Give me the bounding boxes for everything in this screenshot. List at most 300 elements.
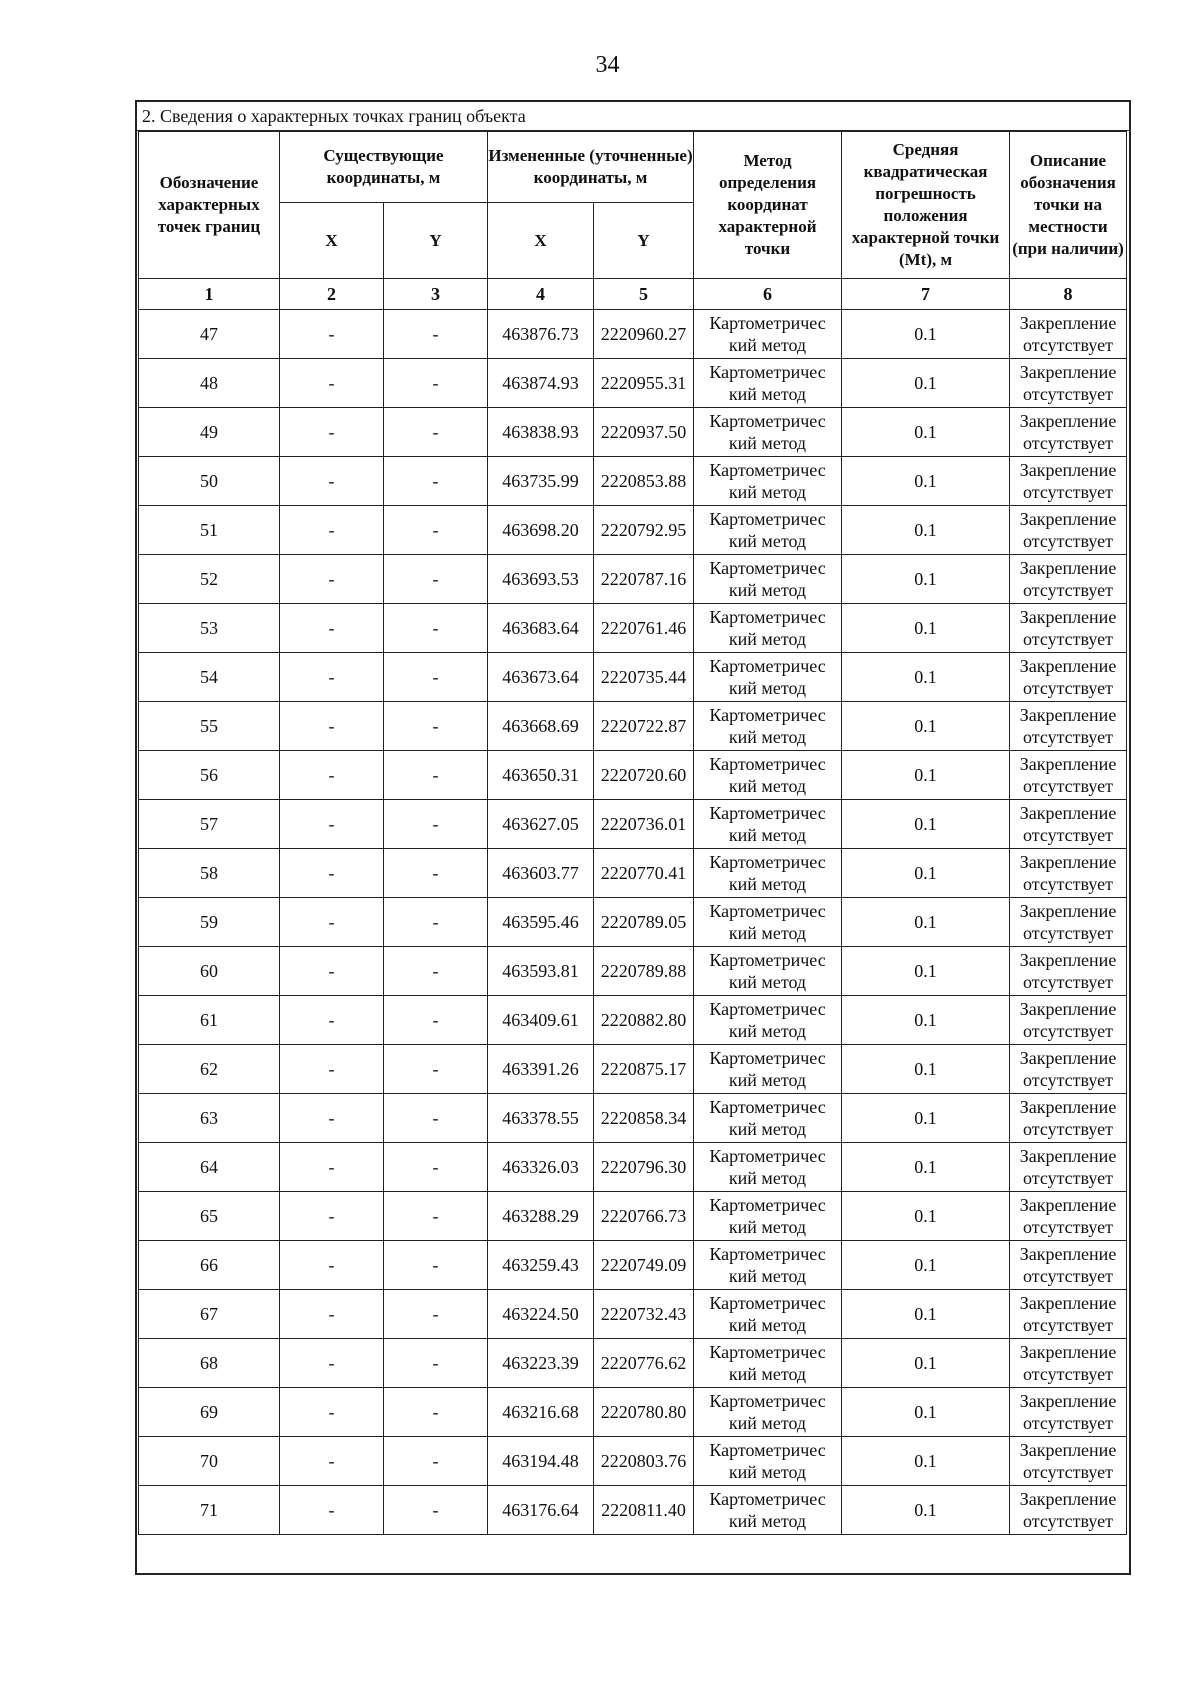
cell-existing-y: - bbox=[384, 947, 488, 996]
cell-method-line: Картометричес bbox=[709, 313, 826, 333]
cell-method-line: кий метод bbox=[728, 1217, 807, 1237]
cell-existing-x: - bbox=[280, 1339, 384, 1388]
cell-existing-x: - bbox=[280, 1486, 384, 1535]
table-row bbox=[139, 457, 1127, 506]
empty-footer-cell bbox=[139, 1535, 1127, 1568]
cell-description bbox=[1010, 1045, 1127, 1094]
cell-existing-x: - bbox=[280, 653, 384, 702]
cell-description-line: отсутствует bbox=[1022, 1266, 1114, 1286]
column-number: 5 bbox=[594, 279, 694, 310]
cell-description-line: отсутствует bbox=[1022, 531, 1114, 551]
cell-existing-x: - bbox=[280, 359, 384, 408]
cell-description bbox=[1010, 1486, 1127, 1535]
cell-description-line: Закрепление bbox=[1019, 803, 1117, 823]
cell-method-line: кий метод bbox=[728, 1119, 807, 1139]
cell-point: 66 bbox=[139, 1241, 280, 1290]
cell-existing-x: - bbox=[280, 1094, 384, 1143]
cell-method-line: Картометричес bbox=[709, 705, 826, 725]
cell-method-line: кий метод bbox=[728, 1266, 807, 1286]
cell-x: 463216.68 bbox=[488, 1388, 594, 1437]
cell-x: 463391.26 bbox=[488, 1045, 594, 1094]
table-row bbox=[139, 1045, 1127, 1094]
cell-x: 463668.69 bbox=[488, 702, 594, 751]
cell-description bbox=[1010, 1094, 1127, 1143]
cell-existing-x: - bbox=[280, 751, 384, 800]
cell-method-line: Картометричес bbox=[709, 1342, 826, 1362]
cell-description bbox=[1010, 751, 1127, 800]
cell-existing-y: - bbox=[384, 1290, 488, 1339]
cell-x: 463698.20 bbox=[488, 506, 594, 555]
cell-x: 463259.43 bbox=[488, 1241, 594, 1290]
cell-existing-y: - bbox=[384, 849, 488, 898]
cell-description-line: Закрепление bbox=[1019, 950, 1117, 970]
cell-description-line: Закрепление bbox=[1019, 460, 1117, 480]
cell-y: 2220858.34 bbox=[594, 1094, 694, 1143]
cell-description-line: Закрепление bbox=[1019, 607, 1117, 627]
cell-existing-y: - bbox=[384, 457, 488, 506]
cell-description bbox=[1010, 1241, 1127, 1290]
cell-description-line: Закрепление bbox=[1019, 852, 1117, 872]
cell-x: 463603.77 bbox=[488, 849, 594, 898]
cell-method-line: кий метод bbox=[728, 1070, 807, 1090]
cell-method bbox=[694, 996, 842, 1045]
cell-description bbox=[1010, 702, 1127, 751]
cell-point: 49 bbox=[139, 408, 280, 457]
cell-x: 463627.05 bbox=[488, 800, 594, 849]
cell-existing-y: - bbox=[384, 751, 488, 800]
cell-description-line: Закрепление bbox=[1019, 313, 1117, 333]
cell-description-line: отсутствует bbox=[1022, 1413, 1114, 1433]
cell-method bbox=[694, 1241, 842, 1290]
cell-description-line: отсутствует bbox=[1022, 972, 1114, 992]
table-row bbox=[139, 898, 1127, 947]
cell-description-line: отсутствует bbox=[1022, 1462, 1114, 1482]
cell-description-line: Закрепление bbox=[1019, 1146, 1117, 1166]
cell-method-line: Картометричес bbox=[709, 1293, 826, 1313]
table-row bbox=[139, 604, 1127, 653]
cell-error: 0.1 bbox=[842, 604, 1010, 653]
cell-method bbox=[694, 1339, 842, 1388]
cell-description-line: отсутствует bbox=[1022, 1168, 1114, 1188]
column-number: 8 bbox=[1010, 279, 1127, 310]
cell-point: 64 bbox=[139, 1143, 280, 1192]
cell-x: 463735.99 bbox=[488, 457, 594, 506]
cell-error: 0.1 bbox=[842, 702, 1010, 751]
cell-method bbox=[694, 1143, 842, 1192]
cell-x: 463378.55 bbox=[488, 1094, 594, 1143]
table-row bbox=[139, 1388, 1127, 1437]
cell-method bbox=[694, 702, 842, 751]
cell-existing-y: - bbox=[384, 604, 488, 653]
cell-error: 0.1 bbox=[842, 1437, 1010, 1486]
cell-y: 2220776.62 bbox=[594, 1339, 694, 1388]
cell-y: 2220787.16 bbox=[594, 555, 694, 604]
cell-description bbox=[1010, 898, 1127, 947]
cell-description-line: отсутствует bbox=[1022, 923, 1114, 943]
cell-existing-y: - bbox=[384, 1486, 488, 1535]
header-method: Метод определения координат характерной точки bbox=[694, 132, 842, 279]
cell-error: 0.1 bbox=[842, 1094, 1010, 1143]
cell-description bbox=[1010, 1143, 1127, 1192]
cell-existing-x: - bbox=[280, 1290, 384, 1339]
cell-description-line: Закрепление bbox=[1019, 901, 1117, 921]
cell-description bbox=[1010, 1339, 1127, 1388]
cell-method-line: Картометричес bbox=[709, 1391, 826, 1411]
cell-existing-x: - bbox=[280, 604, 384, 653]
header-changed-y: Y bbox=[594, 203, 694, 279]
header-existing-y: Y bbox=[384, 203, 488, 279]
cell-description-line: Закрепление bbox=[1019, 1244, 1117, 1264]
table-row bbox=[139, 506, 1127, 555]
cell-method-line: кий метод bbox=[728, 678, 807, 698]
cell-existing-x: - bbox=[280, 898, 384, 947]
cell-method bbox=[694, 1192, 842, 1241]
cell-description-line: отсутствует bbox=[1022, 825, 1114, 845]
header-description: Описание обозначения точки на местности (при наличии) bbox=[1010, 132, 1127, 279]
cell-error: 0.1 bbox=[842, 1045, 1010, 1094]
table-row bbox=[139, 702, 1127, 751]
cell-x: 463593.81 bbox=[488, 947, 594, 996]
cell-method-line: Картометричес bbox=[709, 1195, 826, 1215]
table-row bbox=[139, 1241, 1127, 1290]
cell-existing-x: - bbox=[280, 1388, 384, 1437]
header-existing-coords: Существующие координаты, м bbox=[280, 132, 488, 203]
column-number: 2 bbox=[280, 279, 384, 310]
cell-point: 55 bbox=[139, 702, 280, 751]
cell-description-line: Закрепление bbox=[1019, 1293, 1117, 1313]
cell-y: 2220882.80 bbox=[594, 996, 694, 1045]
cell-x: 463326.03 bbox=[488, 1143, 594, 1192]
cell-description-line: отсутствует bbox=[1022, 482, 1114, 502]
cell-method-line: Картометричес bbox=[709, 803, 826, 823]
table-row bbox=[139, 1143, 1127, 1192]
cell-existing-x: - bbox=[280, 1241, 384, 1290]
cell-existing-y: - bbox=[384, 1045, 488, 1094]
cell-method-line: кий метод bbox=[728, 384, 807, 404]
cell-point: 71 bbox=[139, 1486, 280, 1535]
cell-description-line: Закрепление bbox=[1019, 656, 1117, 676]
cell-y: 2220792.95 bbox=[594, 506, 694, 555]
cell-method-line: Картометричес bbox=[709, 607, 826, 627]
table-row bbox=[139, 310, 1127, 359]
column-number: 6 bbox=[694, 279, 842, 310]
cell-method-line: кий метод bbox=[728, 776, 807, 796]
cell-y: 2220955.31 bbox=[594, 359, 694, 408]
cell-description bbox=[1010, 1290, 1127, 1339]
cell-y: 2220736.01 bbox=[594, 800, 694, 849]
cell-x: 463650.31 bbox=[488, 751, 594, 800]
cell-existing-x: - bbox=[280, 506, 384, 555]
cell-y: 2220796.30 bbox=[594, 1143, 694, 1192]
cell-method bbox=[694, 408, 842, 457]
cell-description-line: Закрепление bbox=[1019, 705, 1117, 725]
cell-method-line: кий метод bbox=[728, 1462, 807, 1482]
table-row bbox=[139, 947, 1127, 996]
cell-point: 56 bbox=[139, 751, 280, 800]
cell-point: 48 bbox=[139, 359, 280, 408]
cell-method-line: Картометричес bbox=[709, 754, 826, 774]
cell-method-line: кий метод bbox=[728, 1364, 807, 1384]
cell-point: 57 bbox=[139, 800, 280, 849]
cell-description-line: отсутствует bbox=[1022, 874, 1114, 894]
boundary-points-table bbox=[138, 131, 1127, 1567]
cell-method bbox=[694, 359, 842, 408]
cell-existing-y: - bbox=[384, 653, 488, 702]
cell-method-line: Картометричес bbox=[709, 901, 826, 921]
cell-method bbox=[694, 653, 842, 702]
cell-description-line: Закрепление bbox=[1019, 411, 1117, 431]
document-frame bbox=[135, 100, 1131, 1575]
cell-method bbox=[694, 898, 842, 947]
header-point-designation: Обозначение характерных точек границ bbox=[139, 132, 280, 279]
cell-y: 2220789.05 bbox=[594, 898, 694, 947]
cell-error: 0.1 bbox=[842, 1486, 1010, 1535]
cell-existing-x: - bbox=[280, 457, 384, 506]
column-number: 3 bbox=[384, 279, 488, 310]
table-row bbox=[139, 1094, 1127, 1143]
cell-x: 463223.39 bbox=[488, 1339, 594, 1388]
cell-description bbox=[1010, 947, 1127, 996]
cell-x: 463673.64 bbox=[488, 653, 594, 702]
cell-existing-y: - bbox=[384, 1241, 488, 1290]
cell-y: 2220803.76 bbox=[594, 1437, 694, 1486]
cell-method-line: кий метод bbox=[728, 874, 807, 894]
cell-point: 60 bbox=[139, 947, 280, 996]
cell-method-line: Картометричес bbox=[709, 411, 826, 431]
cell-error: 0.1 bbox=[842, 800, 1010, 849]
cell-existing-y: - bbox=[384, 1437, 488, 1486]
cell-method-line: кий метод bbox=[728, 1511, 807, 1531]
cell-method-line: кий метод bbox=[728, 482, 807, 502]
cell-description-line: отсутствует bbox=[1022, 1021, 1114, 1041]
column-number: 4 bbox=[488, 279, 594, 310]
cell-existing-x: - bbox=[280, 1192, 384, 1241]
cell-point: 52 bbox=[139, 555, 280, 604]
cell-description bbox=[1010, 408, 1127, 457]
cell-y: 2220735.44 bbox=[594, 653, 694, 702]
column-number: 1 bbox=[139, 279, 280, 310]
cell-description-line: отсутствует bbox=[1022, 1315, 1114, 1335]
cell-description bbox=[1010, 310, 1127, 359]
cell-error: 0.1 bbox=[842, 996, 1010, 1045]
cell-description bbox=[1010, 555, 1127, 604]
cell-description-line: Закрепление bbox=[1019, 754, 1117, 774]
table-row bbox=[139, 555, 1127, 604]
cell-x: 463838.93 bbox=[488, 408, 594, 457]
cell-y: 2220937.50 bbox=[594, 408, 694, 457]
cell-method bbox=[694, 947, 842, 996]
cell-existing-y: - bbox=[384, 1143, 488, 1192]
cell-method bbox=[694, 457, 842, 506]
cell-method-line: Картометричес bbox=[709, 1048, 826, 1068]
cell-y: 2220749.09 bbox=[594, 1241, 694, 1290]
cell-method-line: кий метод bbox=[728, 923, 807, 943]
cell-point: 61 bbox=[139, 996, 280, 1045]
cell-y: 2220766.73 bbox=[594, 1192, 694, 1241]
cell-description bbox=[1010, 1388, 1127, 1437]
cell-existing-y: - bbox=[384, 1339, 488, 1388]
cell-point: 68 bbox=[139, 1339, 280, 1388]
cell-x: 463876.73 bbox=[488, 310, 594, 359]
cell-y: 2220770.41 bbox=[594, 849, 694, 898]
cell-description bbox=[1010, 604, 1127, 653]
cell-method bbox=[694, 849, 842, 898]
cell-point: 70 bbox=[139, 1437, 280, 1486]
cell-method-line: кий метод bbox=[728, 1021, 807, 1041]
table-row bbox=[139, 1339, 1127, 1388]
section-title: 2. Сведения о характерных точках границ объекта bbox=[137, 102, 1129, 131]
cell-existing-x: - bbox=[280, 996, 384, 1045]
cell-description-line: Закрепление bbox=[1019, 1097, 1117, 1117]
table-row bbox=[139, 1486, 1127, 1535]
cell-existing-x: - bbox=[280, 408, 384, 457]
cell-y: 2220853.88 bbox=[594, 457, 694, 506]
table-row bbox=[139, 1192, 1127, 1241]
cell-existing-x: - bbox=[280, 310, 384, 359]
cell-method bbox=[694, 506, 842, 555]
cell-y: 2220811.40 bbox=[594, 1486, 694, 1535]
cell-method-line: Картометричес bbox=[709, 852, 826, 872]
cell-description bbox=[1010, 800, 1127, 849]
cell-existing-y: - bbox=[384, 555, 488, 604]
cell-description-line: отсутствует bbox=[1022, 1511, 1114, 1531]
header-existing-x: X bbox=[280, 203, 384, 279]
cell-method bbox=[694, 1437, 842, 1486]
cell-point: 54 bbox=[139, 653, 280, 702]
cell-description-line: Закрепление bbox=[1019, 509, 1117, 529]
cell-point: 50 bbox=[139, 457, 280, 506]
cell-error: 0.1 bbox=[842, 751, 1010, 800]
cell-existing-y: - bbox=[384, 898, 488, 947]
cell-description bbox=[1010, 996, 1127, 1045]
cell-y: 2220732.43 bbox=[594, 1290, 694, 1339]
cell-method-line: Картометричес bbox=[709, 509, 826, 529]
cell-method-line: Картометричес bbox=[709, 1244, 826, 1264]
cell-method-line: Картометричес bbox=[709, 362, 826, 382]
cell-x: 463224.50 bbox=[488, 1290, 594, 1339]
cell-y: 2220722.87 bbox=[594, 702, 694, 751]
cell-existing-y: - bbox=[384, 1192, 488, 1241]
cell-existing-y: - bbox=[384, 310, 488, 359]
cell-description-line: Закрепление bbox=[1019, 362, 1117, 382]
table-row bbox=[139, 359, 1127, 408]
cell-method-line: кий метод bbox=[728, 972, 807, 992]
header-error: Средняя квадратическая погрешность положения характерной точки (Mt), м bbox=[842, 132, 1010, 279]
cell-method bbox=[694, 1486, 842, 1535]
cell-method bbox=[694, 751, 842, 800]
cell-existing-x: - bbox=[280, 947, 384, 996]
cell-existing-x: - bbox=[280, 849, 384, 898]
cell-y: 2220761.46 bbox=[594, 604, 694, 653]
cell-point: 47 bbox=[139, 310, 280, 359]
column-number: 7 bbox=[842, 279, 1010, 310]
cell-x: 463874.93 bbox=[488, 359, 594, 408]
cell-description bbox=[1010, 1437, 1127, 1486]
table-row bbox=[139, 996, 1127, 1045]
cell-description-line: Закрепление bbox=[1019, 1048, 1117, 1068]
cell-existing-x: - bbox=[280, 1045, 384, 1094]
table-row bbox=[139, 1437, 1127, 1486]
cell-method bbox=[694, 1094, 842, 1143]
table-row bbox=[139, 653, 1127, 702]
cell-existing-y: - bbox=[384, 1094, 488, 1143]
table-row bbox=[139, 800, 1127, 849]
cell-point: 65 bbox=[139, 1192, 280, 1241]
cell-existing-y: - bbox=[384, 359, 488, 408]
cell-y: 2220789.88 bbox=[594, 947, 694, 996]
cell-error: 0.1 bbox=[842, 898, 1010, 947]
cell-y: 2220780.80 bbox=[594, 1388, 694, 1437]
cell-existing-y: - bbox=[384, 408, 488, 457]
cell-description bbox=[1010, 506, 1127, 555]
cell-method bbox=[694, 555, 842, 604]
cell-existing-y: - bbox=[384, 1388, 488, 1437]
cell-point: 51 bbox=[139, 506, 280, 555]
cell-error: 0.1 bbox=[842, 1339, 1010, 1388]
cell-method-line: кий метод bbox=[728, 825, 807, 845]
cell-description-line: Закрепление bbox=[1019, 1440, 1117, 1460]
cell-error: 0.1 bbox=[842, 947, 1010, 996]
cell-point: 69 bbox=[139, 1388, 280, 1437]
cell-description bbox=[1010, 1192, 1127, 1241]
cell-error: 0.1 bbox=[842, 1290, 1010, 1339]
cell-description-line: отсутствует bbox=[1022, 776, 1114, 796]
cell-description bbox=[1010, 457, 1127, 506]
cell-error: 0.1 bbox=[842, 359, 1010, 408]
cell-description-line: Закрепление bbox=[1019, 1342, 1117, 1362]
cell-method-line: кий метод bbox=[728, 1315, 807, 1335]
cell-method-line: кий метод bbox=[728, 580, 807, 600]
cell-x: 463683.64 bbox=[488, 604, 594, 653]
cell-x: 463595.46 bbox=[488, 898, 594, 947]
cell-method-line: кий метод bbox=[728, 433, 807, 453]
cell-error: 0.1 bbox=[842, 1143, 1010, 1192]
cell-description-line: отсутствует bbox=[1022, 335, 1114, 355]
cell-method-line: Картометричес bbox=[709, 1146, 826, 1166]
table-row bbox=[139, 1290, 1127, 1339]
cell-description-line: отсутствует bbox=[1022, 580, 1114, 600]
table-row bbox=[139, 849, 1127, 898]
cell-method-line: кий метод bbox=[728, 335, 807, 355]
cell-error: 0.1 bbox=[842, 555, 1010, 604]
cell-method-line: Картометричес bbox=[709, 656, 826, 676]
cell-error: 0.1 bbox=[842, 506, 1010, 555]
cell-description-line: Закрепление bbox=[1019, 1489, 1117, 1509]
cell-point: 58 bbox=[139, 849, 280, 898]
cell-point: 62 bbox=[139, 1045, 280, 1094]
cell-description-line: отсутствует bbox=[1022, 384, 1114, 404]
cell-description bbox=[1010, 849, 1127, 898]
cell-method bbox=[694, 800, 842, 849]
header-changed-x: X bbox=[488, 203, 594, 279]
cell-description-line: отсутствует bbox=[1022, 1217, 1114, 1237]
cell-y: 2220875.17 bbox=[594, 1045, 694, 1094]
cell-error: 0.1 bbox=[842, 1192, 1010, 1241]
cell-description-line: Закрепление bbox=[1019, 1195, 1117, 1215]
cell-description bbox=[1010, 359, 1127, 408]
cell-method-line: кий метод bbox=[728, 1413, 807, 1433]
cell-description-line: отсутствует bbox=[1022, 433, 1114, 453]
table-row bbox=[139, 751, 1127, 800]
cell-existing-x: - bbox=[280, 800, 384, 849]
cell-method bbox=[694, 604, 842, 653]
cell-method-line: Картометричес bbox=[709, 1097, 826, 1117]
cell-point: 63 bbox=[139, 1094, 280, 1143]
cell-description-line: Закрепление bbox=[1019, 999, 1117, 1019]
cell-description-line: отсутствует bbox=[1022, 1070, 1114, 1090]
cell-method bbox=[694, 310, 842, 359]
empty-footer-row bbox=[139, 1535, 1127, 1568]
